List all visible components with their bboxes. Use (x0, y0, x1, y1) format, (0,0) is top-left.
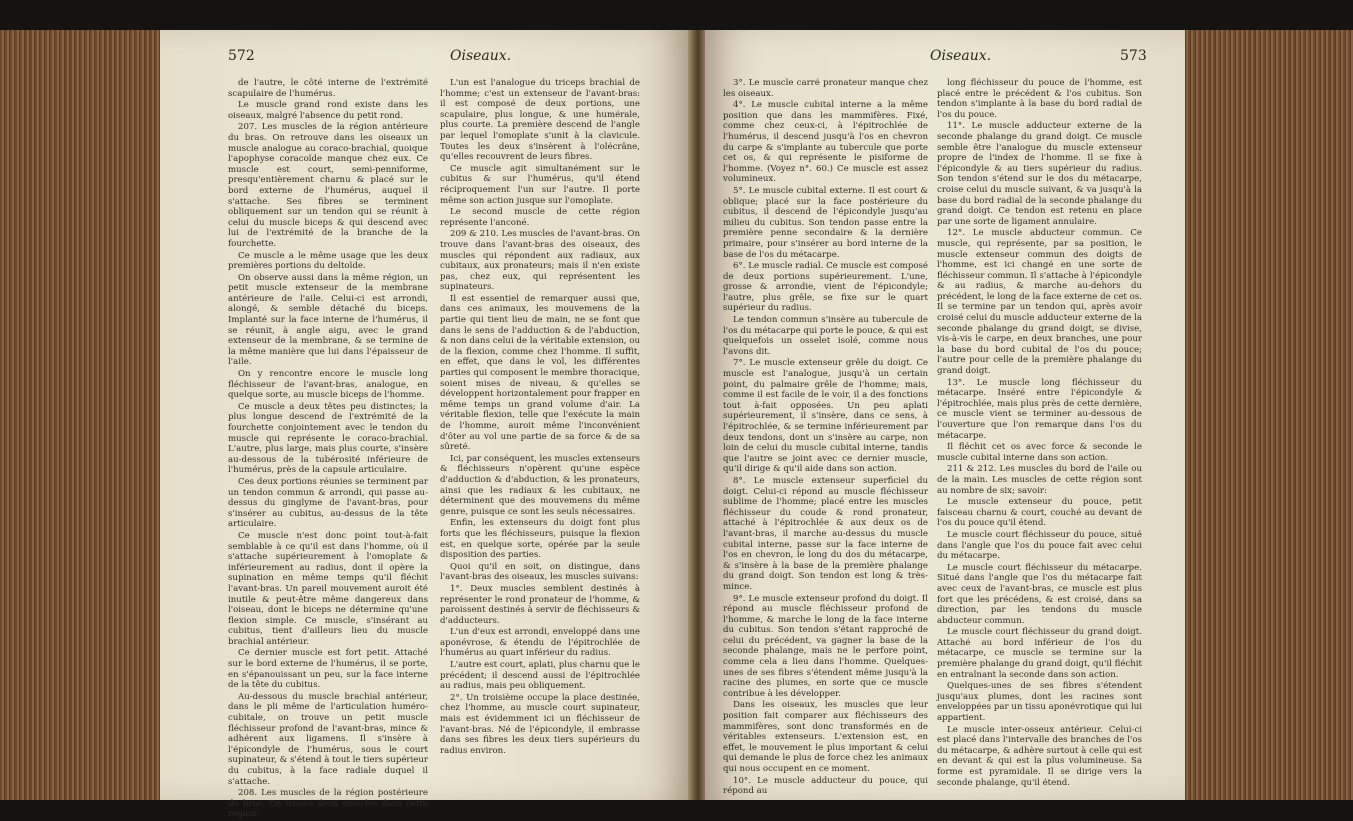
page-number: 572 (228, 48, 255, 64)
paragraph: Enfin, les extenseurs du doigt font plus forts que les fléchisseurs, puisque la flexion est, en quelque sorte, opérée par la seule disposition des parties. (440, 518, 640, 561)
paragraph: 12°. Le muscle abducteur commun. Ce muscle, qui représente, par sa position, le muscle extenseur commun des doigts de l'homme, est ici changé en une sorte de fléchisseur commun. Il s'attache à l'épicondyle & au radius, & marche au-dehors du précédent, le long de la face externe de cet os. Il se termine par un tendon qui, après avoir croisé celui du muscle adducteur externe de la seconde phalange du grand doigt, se divise, vis-à-vis le carpe, en deux branches, une pour la base du bord cubital de l'os du pouce; l'autre pour celle de la première phalange du grand doigt. (937, 228, 1142, 377)
paragraph: 208. Les muscles de la région postérieure du bras. On trouve deux muscles dans cette région. (228, 788, 428, 820)
running-head: Oiseaux. (450, 48, 512, 64)
paragraph: 8°. Le muscle extenseur superficiel du doigt. Celui-ci répond au muscle fléchisseur sublime de l'homme; placé entre les muscles fléchisseur du coude & rond pronateur, attaché à l'épitrochlée & aux deux os de l'avant-bras, il marche au-dessus du muscle cubital interne, passe sur la face interne de l'os en chevron, le long du dos du métacarpe, & s'insère à la base de la première phalange du grand doigt. Son tendon est long & très-mince. (723, 475, 928, 592)
paragraph: Quelques-unes de ses fibres s'étendent jusqu'aux plumes, dont les racines sont enveloppées par un tissu aponévrotique qui lui appartient. (937, 681, 1142, 724)
page-edges-right (1180, 30, 1353, 800)
page-edges-left (0, 30, 170, 800)
paragraph: 209 & 210. Les muscles de l'avant-bras. On trouve dans l'avant-bras des oiseaux, des muscles qui répondent aux radiaux, aux cubitaux, aux pronateurs; mais il n'en existe pas, chez eux, qui représentent les supinateurs. (440, 229, 640, 293)
paragraph: 211 & 212. Les muscles du bord de l'aile ou de la main. Les muscles de cette région sont au nombre de six; savoir: (937, 464, 1142, 496)
running-head: Oiseaux. (930, 48, 992, 64)
paragraph: 11°. Le muscle adducteur externe de la seconde phalange du grand doigt. Ce muscle semble être l'analogue du muscle extenseur propre de l'index de l'homme. Il se fixe à l'épicondyle & au tiers supérieur du radius. Son tendon s'étend sur le dos du métacarpe, croise celui du muscle suivant, & va jusqu'à la base du bord radial de la seconde phalange du grand doigt. Ce tendon est retenu en place par une sorte de ligament annulaire. (937, 121, 1142, 227)
paragraph: Ce muscle a le même usage que les deux premières portions du deltoïde. (228, 250, 428, 272)
paragraph: L'un d'eux est arrondi, enveloppé dans une aponévrose, & étendu de l'épitrochlée de l'humérus au quart inférieur du radius. (440, 627, 640, 659)
paragraph: Au-dessous du muscle brachial antérieur, dans le pli même de l'articulation huméro-cubitale, on trouve un petit muscle fléchisseur profond de l'avant-bras, mince & adhérent aux ligamens. Il s'insère à l'épicondyle de l'humérus, sous le court supinateur, & s'étend à tout le tiers supérieur du cubitus, à la face radiale duquel il s'attache. (228, 691, 428, 787)
paragraph: On y rencontre encore le muscle long fléchisseur de l'avant-bras, analogue, en quelque sorte, au muscle biceps de l'homme. (228, 369, 428, 401)
text-column (723, 78, 928, 797)
right-page (705, 30, 1185, 800)
paragraph: de l'autre, le côté interne de l'extrémité scapulaire de l'humérus. (228, 78, 428, 99)
paragraph: 6°. Le muscle radial. Ce muscle est composé de deux portions supérieurement. L'une, grosse & arrondie, vient de l'épicondyle; l'autre, plus grêle, se fixe sur le quart supérieur du radius. (723, 261, 928, 314)
paragraph: Ce muscle agit simultanément sur le cubitus & sur l'humérus, qu'il étend réciproquement l'un sur l'autre. Il porte même son action jusque sur l'omoplate. (440, 163, 640, 206)
paragraph: Ce dernier muscle est fort petit. Attaché sur le bord externe de l'humérus, il se porte, en s'épanouissant un peu, sur la face interne de la tête du cubitus. (228, 648, 428, 691)
paragraph: 7°. Le muscle extenseur grêle du doigt. Ce muscle est l'analogue, jusqu'à un certain point, du palmaire grêle de l'homme; mais, comme il est facile de le voir, il a des fonctions tout à-fait opposées. Un peu aplati supérieurement, il s'insère, dans ce sens, à l'épitrochlée, & se termine inférieurement par deux tendons, dont un s'insère au carpe, non loin de celui du muscle cubital interne, tandis que l'autre se joint avec ce dernier muscle, qu'il dirige & qu'il aide dans son action. (723, 358, 928, 475)
paragraph: Dans les oiseaux, les muscles que leur position fait comparer aux fléchisseurs des mammifères, sont donc transformés en de véritables extenseurs. L'extension est, en effet, le mouvement le plus important & celui qui demande le plus de force chez les animaux qui nous occupent en ce moment. (723, 700, 928, 774)
paragraph: Ce muscle n'est donc point tout-à-fait semblable à ce qu'il est dans l'homme, où il s'attache supérieurement à l'omoplate & inférieurement au radius, dont il opère la supination en même temps qu'il fléchit l'avant-bras. Un pareil mouvement auroit été inutile & peut-être même dangereux dans l'oiseau, dont le biceps ne détermine qu'une flexion simple. Ce muscle, s'insérant au cubitus, tient d'ailleurs lieu du muscle brachial antérieur. (228, 530, 428, 647)
paragraph: Le muscle court fléchisseur du pouce, situé dans l'angle que l'os du pouce fait avec celui du métacarpe. (937, 529, 1142, 562)
paragraph: Le muscle inter-osseux antérieur. Celui-ci est placé dans l'intervalle des branches de l'os du métacarpe, & adhère surtout à celle qui est en devant & qui est la plus volumineuse. Sa forme est pyramidale. Il se dirige vers la seconde phalange, qu'il étend. (937, 724, 1142, 788)
paragraph: 3°. Le muscle carré pronateur manque chez les oiseaux. (723, 78, 928, 99)
paragraph: long fléchisseur du pouce de l'homme, est placé entre le précédent & l'os cubitus. Son tendon s'implante à la base du bord radial de l'os du pouce. (937, 78, 1142, 120)
paragraph: Le muscle extenseur du pouce, petit faisceau charnu & court, couché au devant de l'os du pouce qu'il étend. (937, 497, 1142, 529)
paragraph: 2°. Un troisième occupe la place destinée, chez l'homme, au muscle court supinateur, mais est évidemment ici un fléchisseur de l'avant-bras. Né de l'épicondyle, il embrasse dans ses fibres les deux tiers supérieurs du radius environ. (440, 692, 640, 756)
paragraph: Il fléchit cet os avec force & seconde le muscle cubital interne dans son action. (937, 442, 1142, 463)
paragraph: Ces deux portions réunies se terminent par un tendon commun & arrondi, qui passe au-dessus du ginglyme de l'avant-bras, pour s'insérer au cubitus, au-dessus de la tête articulaire. (228, 476, 428, 530)
paragraph: Le muscle court fléchisseur du grand doigt. Attaché au bord inférieur de l'os du métacarpe, ce muscle se termine sur la première phalange du grand doigt, qu'il fléchit en entraînant la seconde dans son action. (937, 627, 1142, 680)
paragraph: Le muscle grand rond existe dans les oiseaux, malgré l'absence du petit rond. (228, 100, 428, 121)
paragraph: Il est essentiel de remarquer aussi que, dans ces animaux, les mouvemens de la partie qui tient lieu de main, ne se font que dans le sens de l'adduction & de l'abduction, & non dans celui de la véritable extension, ou de la flexion, comme chez l'homme. Il suffit, en effet, que dans le vol, les différentes parties qui composent le membre thoracique, soient mises de niveau, & qu'elles se développent horizontalement pour frapper en même temps un grand volume d'air. La véritable flexion, telle que l'exécute la main de l'homme, auroit même l'inconvénient d'ôter au vol une partie de sa force & de sa sûreté. (440, 293, 640, 453)
paragraph: Quoi qu'il en soit, on distingue, dans l'avant-bras des oiseaux, les muscles suivans: (440, 561, 640, 583)
paragraph: Le second muscle de cette région représente l'anconé. (440, 207, 640, 228)
paragraph: 4°. Le muscle cubital interne a la même position que dans les mammifères. Fixé, comme chez ceux-ci, à l'épitrochlée de l'humérus, il descend jusqu'à l'os en chevron du carpe & s'implante au tubercule que porte cet os, & qui représente le pisiforme de l'homme. (Voyez n°. 60.) Ce muscle est assez volumineux. (723, 100, 928, 185)
text-column (228, 78, 428, 820)
left-page (160, 30, 690, 820)
paragraph: 1°. Deux muscles semblent destinés à représenter le rond pronateur de l'homme, & paroissent destinés à servir de fléchisseurs & d'adducteurs. (440, 583, 640, 626)
paragraph: Le tendon commun s'insère au tubercule de l'os du métacarpe qui porte le pouce, & qui est quelquefois un osselet isolé, comme nous l'avons dit. (723, 315, 928, 357)
paragraph: 5°. Le muscle cubital externe. Il est court & oblique; placé sur la face postérieure du cubitus, il descend de l'épicondyle jusqu'au milieu du cubitus. Son tendon passe entre la première penne secondaire & la dernière primaire, pour s'insérer au bord interne de la base de l'os du métacarpe. (723, 185, 928, 260)
text-column (440, 78, 640, 783)
paragraph: 9°. Le muscle extenseur profond du doigt. Il répond au muscle fléchisseur profond de l'homme, & marche le long de la face interne du cubitus. Son tendon s'étant rapproché de celui du précédent, va gagner la base de la seconde phalange, mais ne le perfore point, comme cela a lieu dans l'homme. Quelques-unes de ses fibres s'étendent même jusqu'à la racine des plumes, en sorte que ce muscle contribue à les développer. (723, 593, 928, 699)
paragraph: Ici, par conséquent, les muscles extenseurs & fléchisseurs n'opèrent qu'une espèce d'adduction & d'abduction, & les pronateurs, ainsi que les radiaux & les cubitaux, ne déterminent que des mouvemens du même genre, puisque ce sont les seuls nécessaires. (440, 453, 640, 517)
paragraph: L'un est l'analogue du triceps brachial de l'homme; c'est un extenseur de l'avant-bras: il est composé de deux portions, une scapulaire, plus longue, & une humérale, plus courte. La première descend de l'angle par lequel l'omoplate s'unit à la clavicule. Toutes les deux s'insèrent à l'olécrâne, qu'elles recouvrent de leurs fibres. (440, 78, 640, 163)
paragraph: 10°. Le muscle adducteur du pouce, qui répond au (723, 775, 928, 797)
paragraph: On observe aussi dans la même région, un petit muscle extenseur de la membrane antérieure de l'aile. Celui-ci est arrondi, alongé, & semble détaché du biceps. Implanté sur la face interne de l'humérus, il se réunit, à angle aigu, avec le grand extenseur de la membrane, & se termine de la même manière que lui dans l'épaisseur de l'aile. (228, 272, 428, 368)
paragraph: 13°. Le muscle long fléchisseur du métacarpe. Inséré entre l'épicondyle & l'épitrochlée, mais plus près de cette dernière, ce muscle vient se terminer au-dessous de l'ouverture que l'on remarque dans l'os du métacarpe. (937, 377, 1142, 441)
paragraph: Le muscle court fléchisseur du métacarpe. Situé dans l'angle que l'os du métacarpe fait avec ceux de l'avant-bras, ce muscle est plus fort que les précédens, & est croisé, dans sa direction, par les tendons du muscle abducteur commun. (937, 562, 1142, 626)
page-number: 573 (1120, 48, 1147, 64)
paragraph: Ce muscle a deux têtes peu distinctes; la plus longue descend de l'extrémité de la fourchette conjointement avec le tendon du muscle qui représente le coraco-brachial. L'autre, plus large, mais plus courte, s'insère au-dessous de la tubérosité inférieure de l'humérus, près de la capsule articulaire. (228, 401, 428, 476)
text-column (937, 78, 1142, 788)
paragraph: L'autre est court, aplati, plus charnu que le précédent; il descend aussi de l'épitrochlée au radius, mais peu obliquement. (440, 660, 640, 692)
paragraph: 207. Les muscles de la région antérieure du bras. On retrouve dans les oiseaux un muscle analogue au coraco-brachial, quoique l'apophyse coracoïde manque chez eux. Ce muscle est court, semi-penniforme, presqu'entièrement charnu & placé sur le bord externe de l'humérus, auquel il s'attache. Ses fibres se terminent obliquement sur un tendon qui se réunit à celui du muscle biceps & qui descend avec lui de l'extrémité de la branche de la fourchette. (228, 122, 428, 249)
